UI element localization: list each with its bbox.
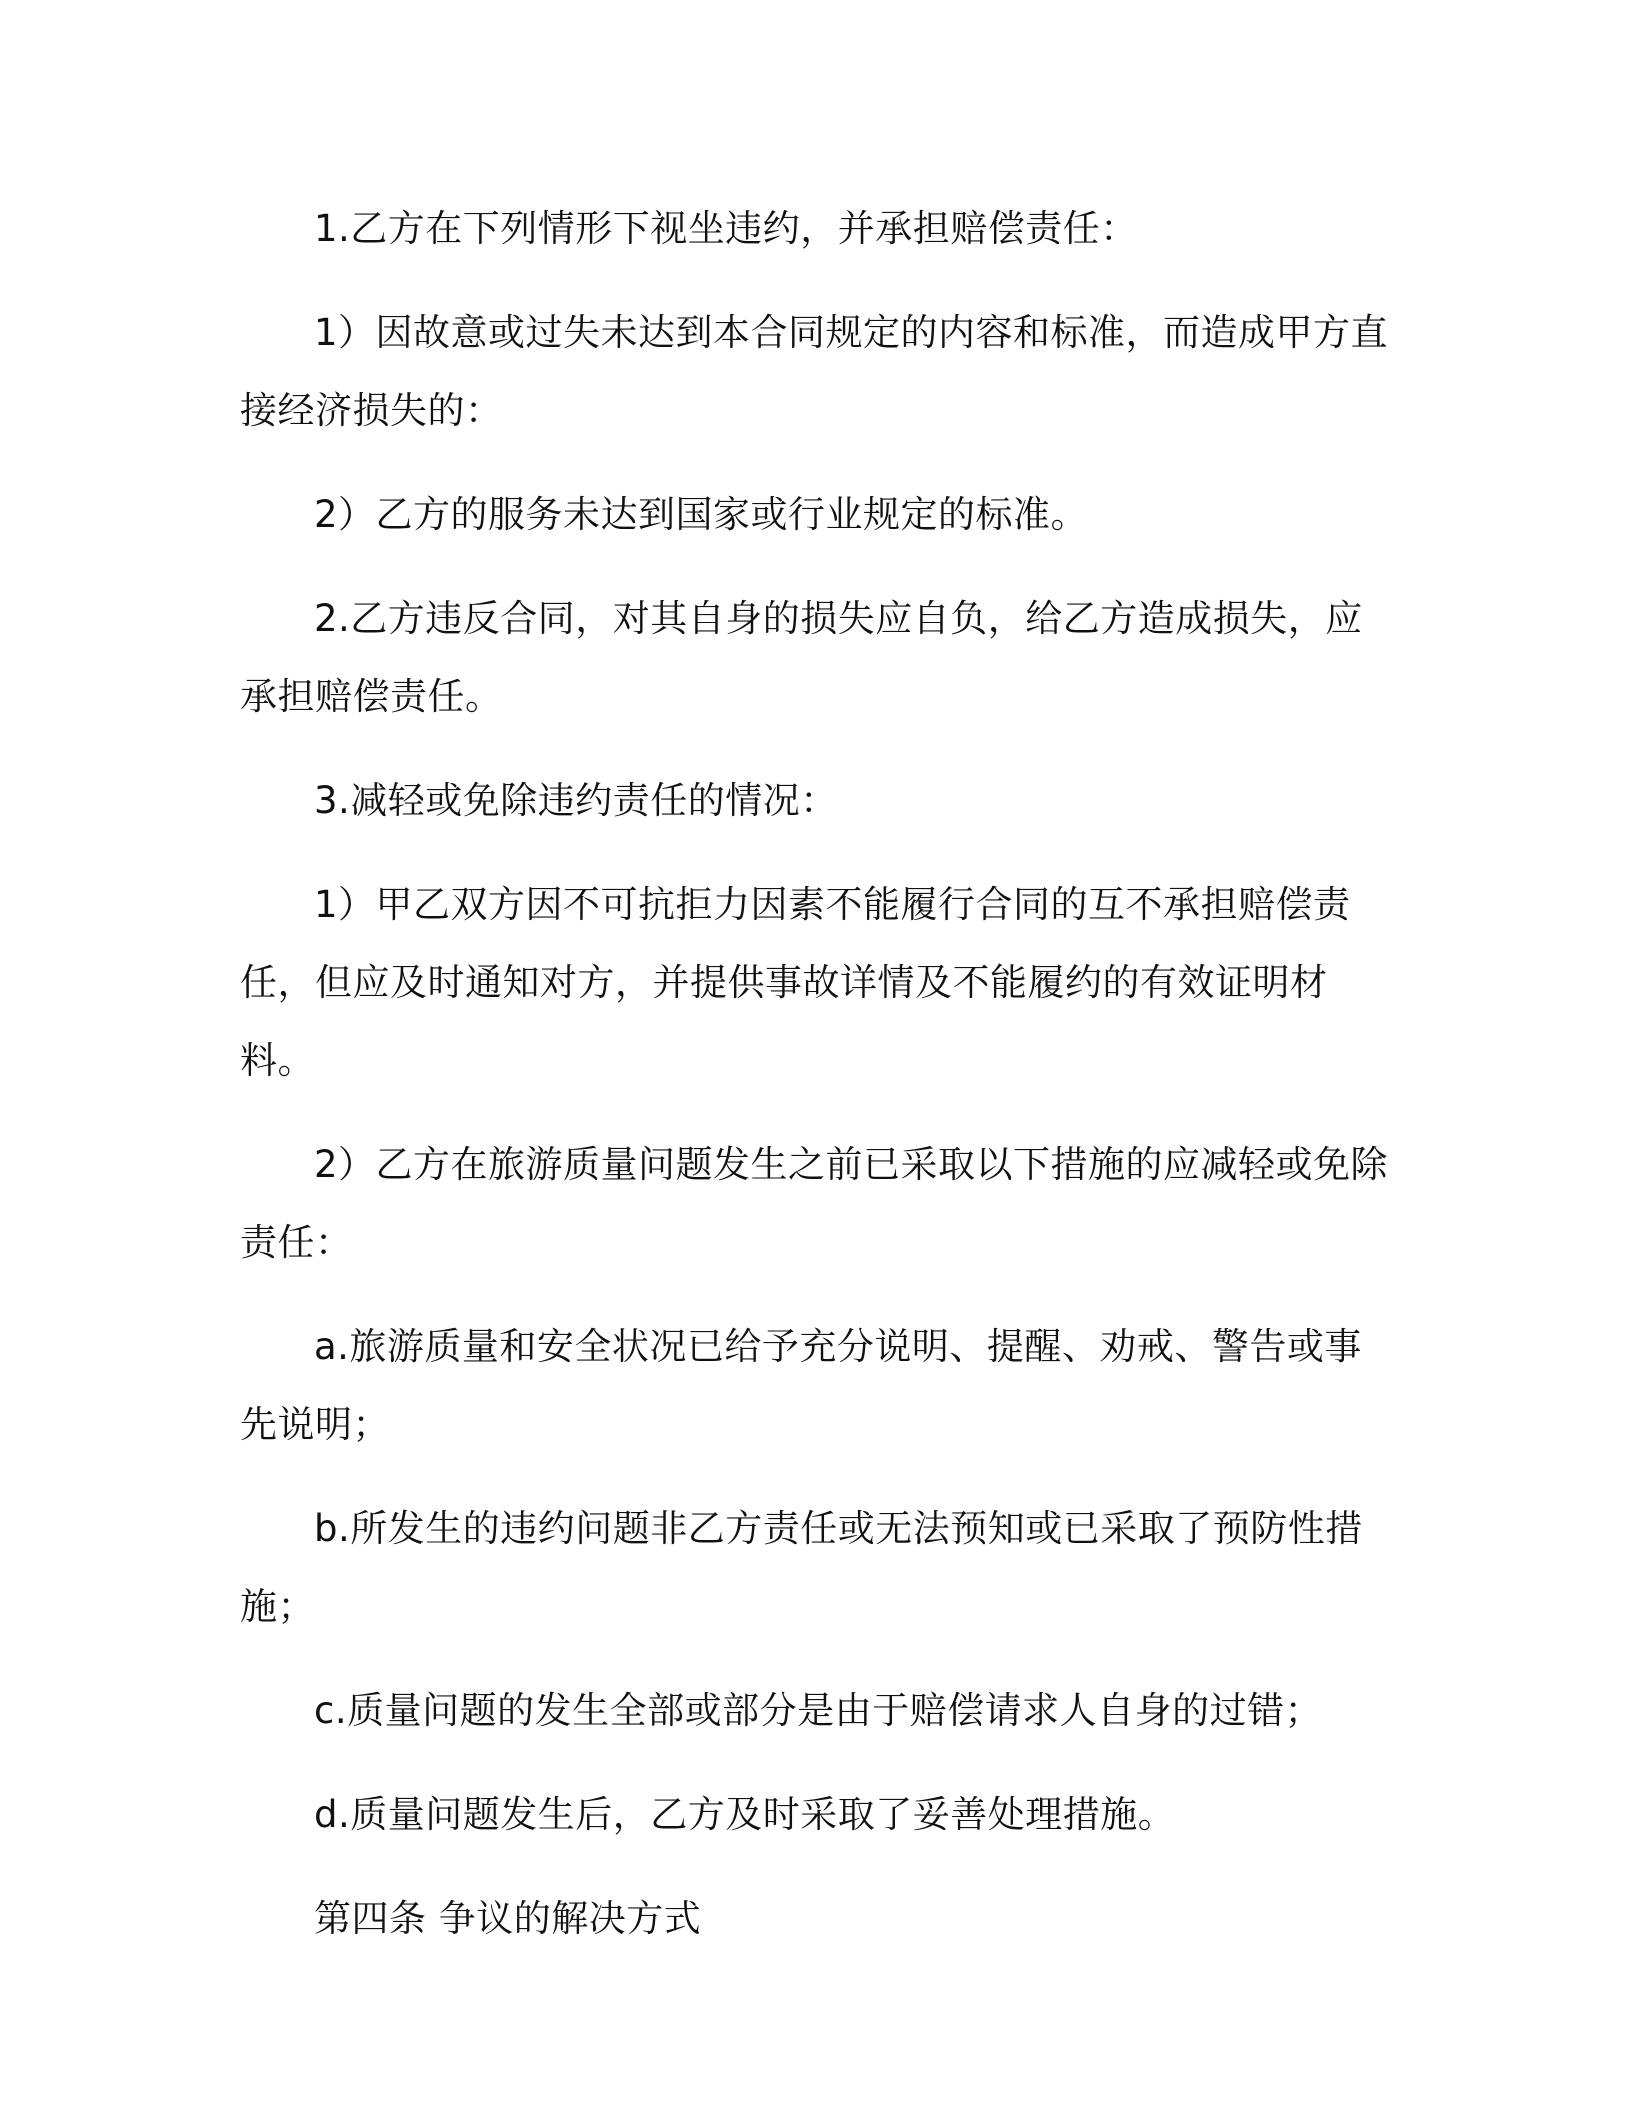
section-heading-dispute-resolution: 第四条 争议的解决方式 (314, 1897, 702, 1940)
paragraph-breach-item-1: 1）因故意或过失未达到本合同规定的内容和标准，而造成甲方直接经济损失的： (240, 311, 1389, 432)
paragraph-measure-a: a.旅游质量和安全状况已给予充分说明、提醒、劝戒、警告或事先说明； (240, 1325, 1362, 1446)
paragraph-exemption-heading: 3.减轻或免除违约责任的情况： (314, 779, 838, 822)
paragraph-breach-item-2: 2）乙方的服务未达到国家或行业规定的标准。 (314, 493, 1089, 536)
paragraph-breach-conditions: 1.乙方在下列情形下视坐违约，并承担赔偿责任： (314, 207, 1138, 250)
paragraph-measure-d: d.质量问题发生后，乙方及时采取了妥善处理措施。 (314, 1793, 1176, 1836)
paragraph-measure-b: b.所发生的违约问题非乙方责任或无法预知或已采取了预防性措施； (240, 1507, 1363, 1628)
paragraph-own-loss: 2.乙方违反合同，对其自身的损失应自负，给乙方造成损失，应承担赔偿责任。 (240, 597, 1363, 718)
document-body (240, 190, 1392, 1958)
paragraph-measure-c: c.质量问题的发生全部或部分是由于赔偿请求人自身的过错； (314, 1689, 1323, 1732)
paragraph-mitigation-measures: 2）乙方在旅游质量问题发生之前已采取以下措施的应减轻或免除责任： (240, 1143, 1389, 1264)
paragraph-force-majeure: 1）甲乙双方因不可抗拒力因素不能履行合同的互不承担赔偿责任，但应及时通知对方，并提供事故详情及不能履约的有效证明材料。 (240, 883, 1351, 1082)
